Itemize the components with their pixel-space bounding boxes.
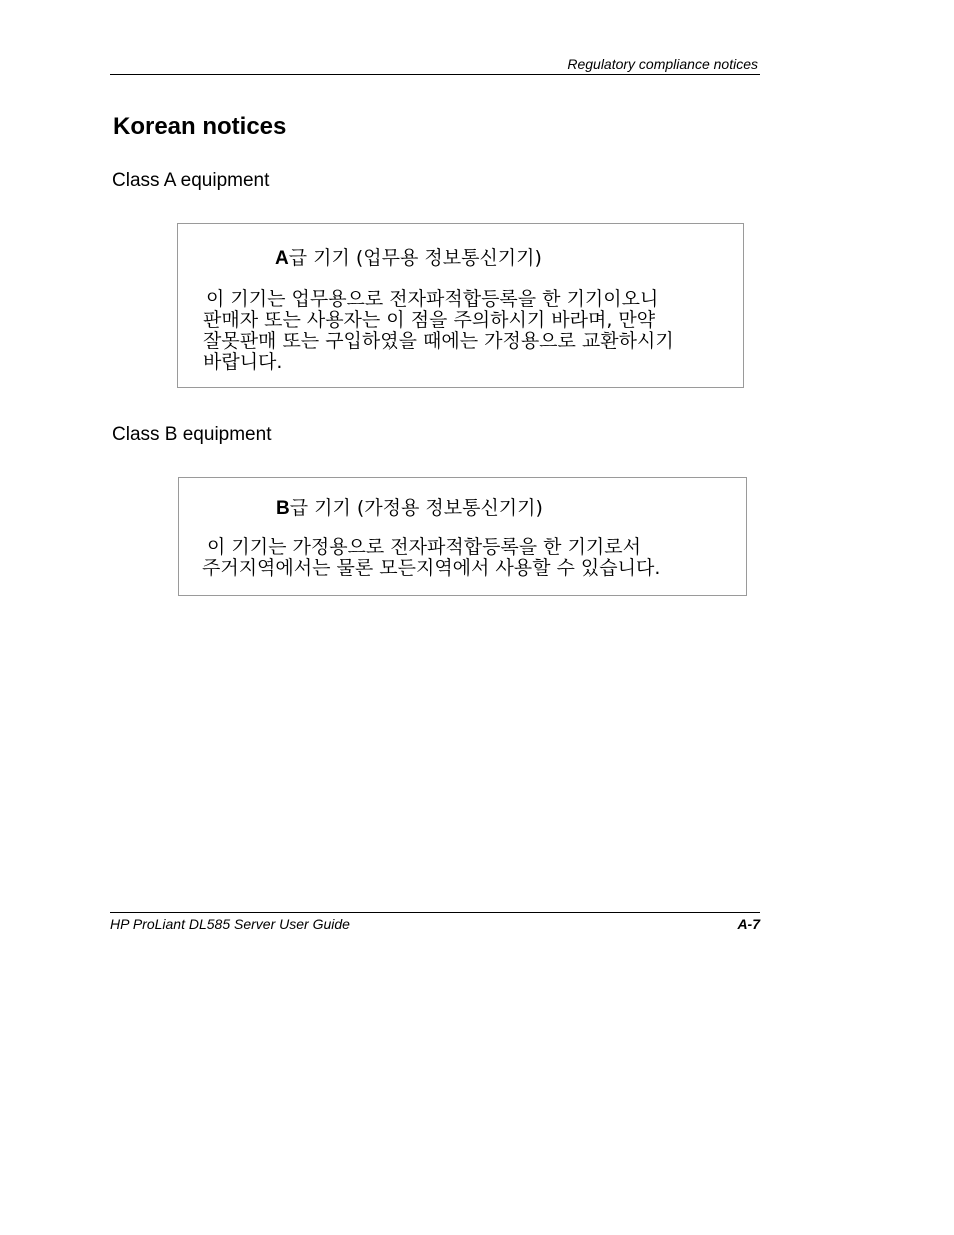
class-a-notice-body: [203, 289, 674, 373]
section-title: Korean notices: [113, 113, 287, 140]
class-b-notice-line: 주거지역에서는 물론 모든지역에서 사용할 수 있습니다.: [202, 557, 661, 579]
running-header-title: Regulatory compliance notices: [567, 56, 758, 72]
class-a-notice-line: 이 기기는 업무용으로 전자파적합등록을 한 기기이오니: [206, 288, 659, 310]
class-a-notice-line: 잘못판매 또는 구입하였을 때에는 가정용으로 교환하시기: [203, 330, 674, 352]
footer-guide-title: HP ProLiant DL585 Server User Guide: [110, 916, 350, 932]
class-b-heading-text: 급 기기 (가정용 정보통신기기): [289, 497, 543, 519]
class-a-notice-line: 바랍니다.: [203, 351, 283, 373]
class-a-heading-text: 급 기기 (업무용 정보통신기기): [288, 247, 542, 269]
class-b-notice-heading: [276, 496, 543, 521]
class-a-label: Class A equipment: [112, 170, 270, 191]
class-b-notice-line: 이 기기는 가정용으로 전자파적합등록을 한 기기로서: [207, 536, 641, 558]
running-footer: [110, 912, 760, 934]
class-a-notice-heading: [275, 246, 542, 271]
running-header: [110, 55, 760, 75]
class-b-label: Class B equipment: [112, 424, 272, 445]
class-a-notice-line: 판매자 또는 사용자는 이 점을 주의하시기 바라며, 만약: [203, 309, 656, 331]
page-number: A-7: [737, 916, 760, 932]
class-b-heading-letter: B: [276, 498, 290, 519]
class-b-notice-box: [178, 477, 747, 596]
class-b-notice-body: [202, 537, 660, 579]
class-a-notice-box: [177, 223, 744, 388]
class-a-heading-letter: A: [275, 248, 289, 269]
